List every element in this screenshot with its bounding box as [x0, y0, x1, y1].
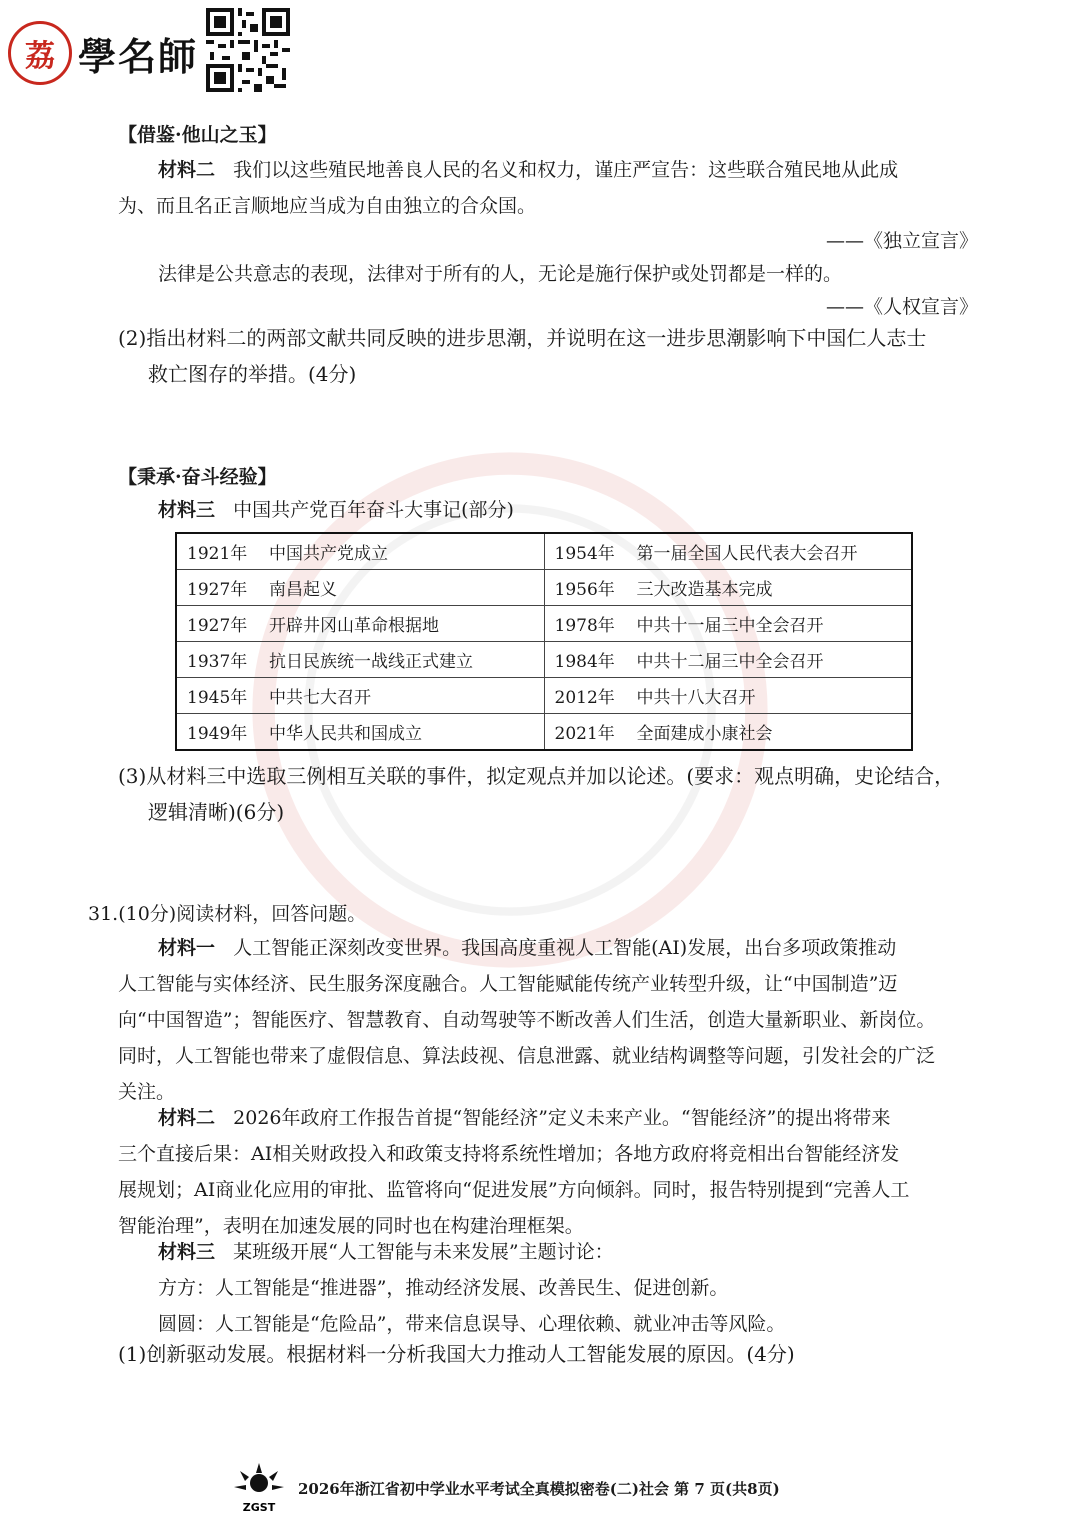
material-text: 智能治理”，表明在加速发展的同时也在构建治理框架。: [118, 1215, 584, 1237]
event-name: 中国共产党成立: [269, 544, 388, 564]
seal-logo: 荔: [8, 21, 72, 85]
table-cell: [176, 606, 544, 642]
event-year: 1956年: [554, 580, 615, 600]
event-name: 南昌起义: [269, 580, 337, 600]
material-text: 2026年政府工作报告首提“智能经济”定义未来产业。“智能经济”的提出将带来: [233, 1107, 891, 1129]
event-year: 1927年: [187, 580, 248, 600]
question-31-intro: 31.(10分)阅读材料，回答问题。: [88, 903, 367, 925]
material-text: 某班级开展“人工智能与未来发展”主题讨论：: [233, 1241, 614, 1263]
event-name: 中共七大召开: [269, 688, 371, 708]
material-text: 人工智能与实体经济、民生服务深度融合。人工智能赋能传统产业转型升级，让“中国制造”迈: [118, 973, 898, 995]
question-3: [118, 758, 988, 830]
event-year: 1954年: [554, 544, 615, 564]
table-cell: [544, 570, 912, 606]
table-row: [176, 606, 912, 642]
table-row: [176, 570, 912, 606]
event-name: 开辟井冈山革命根据地: [269, 616, 439, 636]
table-cell: [176, 533, 544, 570]
event-year: 1921年: [187, 544, 248, 564]
source-citation: ——《独立宣言》: [825, 230, 978, 252]
event-name: 中共十八大召开: [636, 688, 756, 708]
section-title-borrow: 【借鉴·他山之玉】: [118, 124, 277, 146]
material-text: 为、而且名正言顺地应当成为自由独立的合众国。: [118, 195, 537, 217]
section-title-inherit: 【秉承·奋斗经验】: [118, 466, 277, 488]
table-row: [176, 533, 912, 570]
table-cell: [544, 678, 912, 714]
event-year: 2012年: [554, 688, 615, 708]
table-cell: [544, 642, 912, 678]
event-name: 全面建成小康社会: [636, 724, 773, 744]
footer-text: 2026年浙江省初中学业水平考试全真模拟密卷(二)社会 第 7 页(共8页): [298, 1479, 780, 1498]
material-label: 材料二: [158, 159, 216, 181]
table-cell: [544, 533, 912, 570]
table-cell: [176, 642, 544, 678]
event-year: 1945年: [187, 688, 248, 708]
material-text: 展规划；AI商业化应用的审批、监管将向“促进发展”方向倾斜。同时，报告特别提到“完善人工: [118, 1179, 910, 1201]
event-name: 第一届全国人民代表大会召开: [636, 544, 858, 564]
events-table: [175, 532, 913, 751]
table-row: [176, 714, 912, 751]
qr-code-icon: [206, 8, 290, 92]
event-name: 抗日民族统一战线正式建立: [269, 652, 473, 672]
question-2: [118, 320, 988, 392]
table-row: [176, 642, 912, 678]
event-name: 中共十一届三中全会召开: [636, 616, 824, 636]
material-text: 我们以这些殖民地善良人民的名义和权力，谨庄严宣告：这些联合殖民地从此成: [233, 159, 899, 181]
event-name: 三大改造基本完成: [636, 580, 773, 600]
table-cell: [544, 714, 912, 751]
q31-material-1: [118, 930, 978, 1110]
q31-material-3: [118, 1234, 978, 1342]
question-text: (2)指出材料二的两部文献共同反映的进步思潮，并说明在这一进步思潮影响下中国仁人志士: [118, 326, 927, 350]
source-citation: ——《人权宣言》: [825, 296, 978, 318]
event-name: 中共十二届三中全会召开: [636, 652, 824, 672]
discussion-line: 方方：人工智能是“推进器”，推动经济发展、改善民生、促进创新。: [158, 1277, 729, 1299]
material-label: 材料二: [158, 1107, 216, 1129]
material-text: 向“中国智造”；智能医疗、智慧教育、自动驾驶等不断改善人们生活，创造大量新职业、新岗位。: [118, 1009, 936, 1031]
question-text: 逻辑清晰)(6分): [148, 800, 285, 824]
question-text: (3)从材料三中选取三例相互关联的事件，拟定观点并加以论述。(要求：观点明确，史论结合，: [118, 764, 955, 788]
material-3-heading: [158, 492, 978, 528]
material-text: 三个直接后果：AI相关财政投入和政策支持将系统性增加；各地方政府将竞相出台智能经济发: [118, 1143, 900, 1165]
table-cell: [176, 570, 544, 606]
material-label: 材料三: [158, 1241, 216, 1263]
discussion-line: 圆圆：人工智能是“危险品”，带来信息误导、心理依赖、就业冲击等风险。: [158, 1313, 786, 1335]
quote-text: 法律是公共意志的表现，法律对于所有的人，无论是施行保护或处罚都是一样的。: [158, 263, 843, 285]
publisher-logo-icon: [230, 1461, 288, 1515]
table-cell: [544, 606, 912, 642]
table-cell: [176, 714, 544, 751]
event-year: 1927年: [187, 616, 248, 636]
header-logo: [8, 6, 290, 94]
material-text: 关注。: [118, 1081, 176, 1103]
publisher-logo-text: ZGST: [242, 1501, 276, 1514]
event-year: 1978年: [554, 616, 615, 636]
material-text: 中国共产党百年奋斗大事记(部分): [233, 499, 514, 521]
material-2-block: [118, 152, 978, 224]
event-year: 2021年: [554, 724, 615, 744]
table-cell: [176, 678, 544, 714]
table-row: [176, 678, 912, 714]
event-year: 1984年: [554, 652, 615, 672]
material-text: 同时，人工智能也带来了虚假信息、算法歧视、信息泄露、就业结构调整等问题，引发社会的广泛: [118, 1045, 936, 1067]
material-label: 材料三: [158, 499, 216, 521]
event-year: 1937年: [187, 652, 248, 672]
question-text: 救亡图存的举措。(4分): [148, 362, 357, 386]
page-footer: [230, 1458, 850, 1518]
q31-material-2: [118, 1100, 978, 1244]
q31-question-1: (1)创新驱动发展。根据材料一分析我国大力推动人工智能发展的原因。(4分): [118, 1342, 795, 1366]
material-label: 材料一: [158, 937, 216, 959]
event-year: 1949年: [187, 724, 248, 744]
event-name: 中华人民共和国成立: [269, 724, 422, 744]
material-text: 人工智能正深刻改变世界。我国高度重视人工智能(AI)发展，出台多项政策推动: [233, 937, 897, 959]
brand-name: 學名師: [78, 33, 199, 79]
